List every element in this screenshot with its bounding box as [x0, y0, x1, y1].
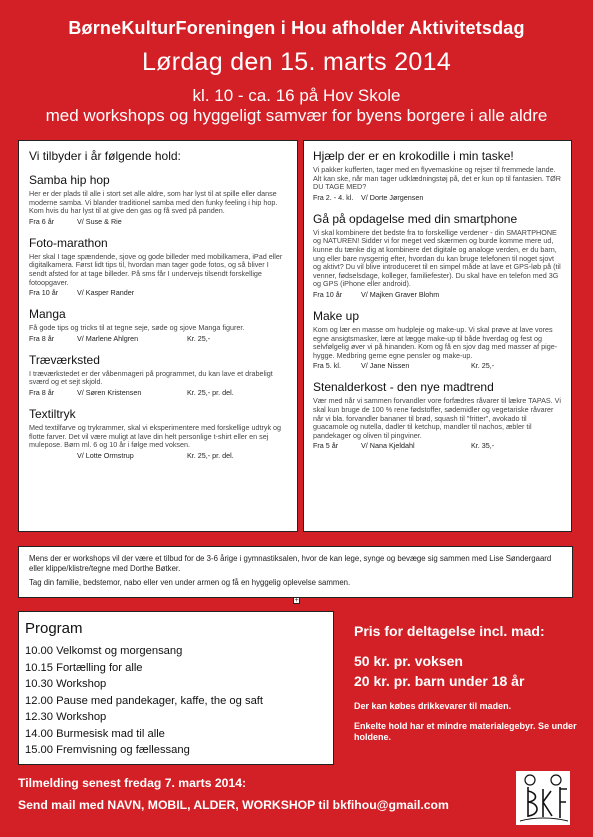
- activity-price: Kr. 35,-: [471, 441, 495, 451]
- activity-title: Hjælp der er en krokodille i min taske!: [313, 149, 514, 163]
- activity-description: Her er der plads til alle i stort set alle aldre, som har lyst til at spille eller danse moderne samba. Vi blander traditionel samba med den funky feeling i hip hop. Kom hvis du har lyst til at give den gas og få sved på panden.: [29, 189, 278, 216]
- price-child: 20 kr. pr. barn under 18 år: [354, 673, 525, 689]
- activity-item: [29, 236, 287, 297]
- subtitle-line: med workshops og hyggeligt samvær for byens borgere i alle aldre: [45, 106, 548, 125]
- activity-title: Foto-marathon: [29, 235, 108, 250]
- right-activity-list: [313, 149, 562, 450]
- info-paragraph-2: Tag din familie, bedstemor, nabo eller ven under armen og få en hyggelig oplevelse sammen.: [29, 578, 351, 587]
- activity-title: Stenalderkost - den nye madtrend: [313, 380, 494, 395]
- activity-item: [313, 380, 562, 450]
- activity-title: Gå på opdagelse med din smartphone: [313, 211, 518, 226]
- activity-price: Kr. 25,- pr. del.: [187, 387, 234, 397]
- activity-teacher: V/ Jane Nissen: [361, 361, 410, 371]
- program-item: 15.00 Fremvisning og fællessang: [25, 744, 190, 756]
- program-box: [18, 611, 334, 765]
- activity-teacher: V/ Lotte Ormstrup: [77, 450, 134, 460]
- activity-price: Kr. 25,-: [187, 333, 211, 343]
- bkf-logo-drawing-icon: [516, 771, 570, 825]
- price-note-fee: Enkelte hold har et mindre materialegebyr. Se under holdene.: [354, 721, 577, 742]
- activity-teacher: V/ Suse & Rie: [77, 216, 122, 226]
- activity-item: [313, 309, 562, 370]
- activity-item: [313, 149, 562, 202]
- activity-meta: [313, 193, 562, 202]
- activity-description: I træværkstedet er der våbenmageri på programmet, du kan lave et drabeligt sværd og et sejt skjold.: [29, 368, 273, 387]
- title-line-1: BørneKulturForeningen i Hou afholder Aktivitetsdag: [68, 18, 525, 38]
- activity-teacher: V/ Marlene Ahlgren: [77, 333, 139, 343]
- program-item: 10.15 Fortælling for alle: [25, 661, 143, 674]
- activity-teacher: V/ Nana Kjeldahl: [361, 441, 415, 451]
- activity-title: Træværksted: [29, 352, 100, 367]
- program-item: 10.30 Workshop: [25, 678, 107, 690]
- activity-description: Få gode tips og tricks til at tegne seje, søde og sjove Manga figurer.: [29, 323, 245, 333]
- program-title: Program: [25, 620, 83, 637]
- activity-description: Vær med når vi sammen forvandler vore forfædres råvarer til lækre TAPAS. Vi skal kun bruge de 100 % rene fødstoffer, sødemidler og vegetariske råvarer når vi bla. forvandler bananer til brød, squash til "fritter", avokado til guacamole og nutella, dadler til ketchup, mandler til nachos, æbler til pandekager og oliven til pingviner.: [313, 396, 561, 440]
- activity-item: [313, 212, 562, 299]
- activity-title: Make up: [313, 308, 360, 323]
- price-adult: 50 kr. pr. voksen: [354, 653, 463, 669]
- signup-instructions: Send mail med NAVN, MOBIL, ALDER, WORKSHOP til bkfihou@gmail.com: [18, 798, 449, 812]
- activity-price: Kr. 25,- pr. del.: [187, 450, 234, 460]
- activity-item: [29, 407, 287, 460]
- program-item: 12.00 Pause med pandekager, kaffe, the og saft: [25, 694, 264, 707]
- price-title: Pris for deltagelse incl. mad:: [354, 623, 545, 639]
- activity-age: Fra 5 år: [313, 441, 339, 451]
- activity-age: [29, 451, 77, 460]
- activity-price: Kr. 25,-: [471, 361, 495, 371]
- activity-meta: [29, 217, 287, 226]
- activity-age: Fra 10 år: [29, 288, 59, 298]
- info-paragraph-1: Mens der er workshops vil der være et tilbud for de 3-6 årige i gymnastiksalen, hvor de kan lege, synge og bevæge sig sammen med Lise Søndergaard eller klippe/klistre/tegne med Dorthe Bøtker.: [29, 554, 552, 573]
- program-item: 14.00 Burmesisk mad til alle: [25, 727, 165, 740]
- activity-description: Her skal I tage spændende, sjove og gode billeder med mobilkamera, iPad eller digitalkamera. Først lidt tips til, hvordan man tager gode fotos, og så bliver I sendt afsted for at tage billeder. På sms får I undervejs tilsendt forskellige fotoopgaver.: [29, 251, 283, 287]
- activity-meta: [313, 290, 562, 299]
- activity-meta: [313, 361, 562, 370]
- activity-teacher: V/ Søren Kristensen: [77, 387, 142, 397]
- left-activity-list: [29, 173, 287, 460]
- activity-meta: [29, 288, 287, 297]
- time-place-line: kl. 10 - ca. 16 på Hov Skole: [192, 86, 401, 105]
- activity-meta: [29, 388, 287, 397]
- activity-age: Fra 2. - 4. kl.: [313, 192, 354, 202]
- activity-description: Med textilfarve og trykrammer, skal vi eksperimentere med forskellige udtryk og flotte farver. Det vil være muligt at lave din helt personlige t-shirt eller en sej mulepose. Børn ml. 6 og 10 år i følge med voksen.: [29, 422, 282, 450]
- activity-item: [29, 353, 287, 397]
- move-handle-icon: +: [294, 597, 299, 604]
- info-box: [18, 546, 573, 598]
- activity-age: Fra 10 år: [313, 289, 343, 299]
- activity-description: Vi pakker kufferten, tager med en flyvemaskine og rejser til fremmede lande. Alt kan ske, når man tager udklædningstøj på, det er kun op til fantasien. TØR DU TAGE MED?: [313, 165, 561, 192]
- activity-item: [29, 307, 287, 343]
- activity-title: Manga: [29, 307, 66, 322]
- price-note-drinks: Der kan købes drikkevarer til maden.: [354, 701, 512, 711]
- program-item: 12.30 Workshop: [25, 711, 107, 723]
- program-list: [25, 643, 329, 759]
- left-activities-box: [18, 140, 298, 532]
- program-item: 10.00 Velkomst og morgensang: [25, 645, 183, 657]
- right-activities-box: [303, 140, 572, 532]
- activity-description: Kom og lær en masse om hudpleje og make-up. Vi skal prøve at lave vores egne ansigtsmasker, lære at lægge make-up til både hverdag og fest og selvfølgelig øver vi på hinanden. Kom og få en sjov dag med masser af pige-hygge. Medbring gerne egne pensler og make-up.: [313, 324, 558, 360]
- activity-description: Vi skal kombinere det bedste fra to forskellige verdener - din SMARTPHONE og NATUREN! Sidder vi for meget ved skærmen og burde komme mere ud, kunne du tænke dig at kombinere det digitale og analoge verden, er du barn, ung eller bare nysgerrig efter, hvordan du kan bruge telefonen til noget sjovt og aktivt? Du vil blive introduceret til en simpel måde at lave et GPS-løb på (til venner, fødselsdage, kolleger, familiefester). Du skal have en telefon med 3G og GPS (iPhone eller android).: [313, 227, 561, 289]
- activity-item: [29, 173, 287, 226]
- activity-meta: [313, 441, 562, 450]
- price-section: [354, 623, 584, 743]
- date-line: Lørdag den 15. marts 2014: [141, 48, 452, 76]
- activity-age: Fra 5. kl.: [313, 361, 341, 371]
- activity-age: Fra 8 år: [29, 333, 55, 343]
- activity-teacher: V/ Majken Graver Blohm: [361, 289, 440, 299]
- activity-meta: [29, 334, 287, 343]
- footer: [18, 772, 449, 816]
- signup-deadline: Tilmelding senest fredag 7. marts 2014:: [18, 776, 247, 790]
- activity-teacher: V/ Dorte Jørgensen: [361, 192, 424, 202]
- activities-heading: Vi tilbyder i år følgende hold:: [29, 149, 181, 163]
- activity-age: Fra 6 år: [29, 216, 55, 226]
- activity-title: Textiltryk: [29, 406, 76, 421]
- activity-title: Samba hip hop: [29, 173, 110, 187]
- activity-meta: [29, 451, 287, 460]
- activity-age: Fra 8 år: [29, 387, 55, 397]
- activity-teacher: V/ Kasper Rander: [77, 288, 135, 298]
